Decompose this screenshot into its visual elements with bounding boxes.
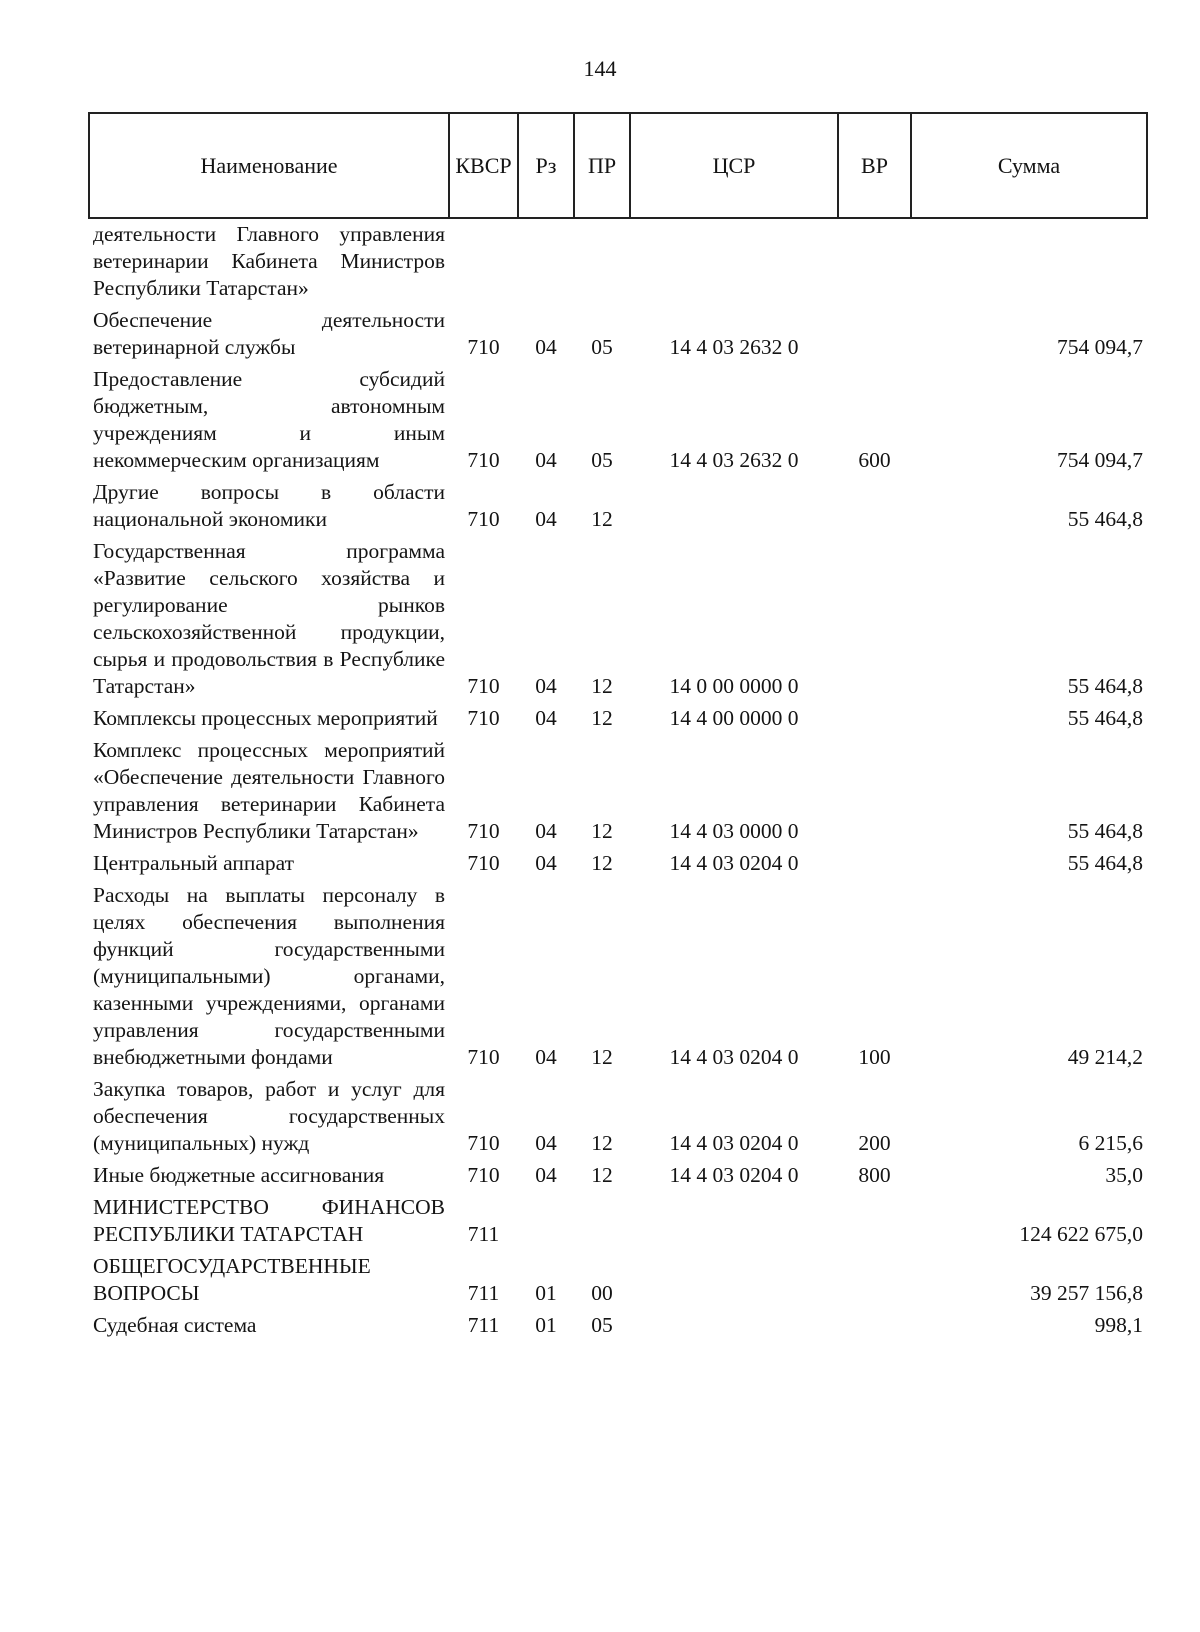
cell-vr <box>838 1192 911 1251</box>
cell-kvsr: 710 <box>467 1131 500 1155</box>
cell-name: Государственная программа «Развитие сельского хозяйства и регулирование рынков сельскохозяйственной продукции, сырья и продовольствия в Республике Татарстан» <box>93 539 445 698</box>
cell-pr: 00 <box>591 1281 613 1305</box>
cell-vr <box>838 703 911 735</box>
header-csr: ЦСР <box>630 113 838 218</box>
cell-csr <box>630 1192 838 1251</box>
table-row <box>89 703 1147 735</box>
cell-csr <box>630 1251 838 1310</box>
cell-kvsr: 710 <box>467 851 500 875</box>
cell-vr: 800 <box>858 1163 891 1187</box>
cell-sum <box>911 218 1147 305</box>
cell-rz: 04 <box>535 851 557 875</box>
cell-csr: 14 4 03 0204 0 <box>669 1045 799 1069</box>
cell-csr: 14 4 03 0204 0 <box>669 851 799 875</box>
table-row <box>89 1310 1147 1342</box>
cell-rz <box>518 1192 574 1251</box>
cell-csr: 14 4 00 0000 0 <box>669 706 799 730</box>
header-rz: Рз <box>518 113 574 218</box>
cell-csr <box>630 218 838 305</box>
cell-pr: 12 <box>591 851 613 875</box>
cell-rz: 01 <box>535 1281 557 1305</box>
table-row <box>89 735 1147 848</box>
cell-sum: 55 464,8 <box>1067 674 1143 698</box>
cell-csr <box>630 1310 838 1342</box>
cell-pr: 05 <box>591 335 613 359</box>
cell-vr <box>838 848 911 880</box>
budget-table <box>88 112 1148 1342</box>
header-name: Наименование <box>89 113 449 218</box>
cell-rz: 04 <box>535 448 557 472</box>
cell-sum: 754 094,7 <box>1057 448 1143 472</box>
cell-sum: 55 464,8 <box>1067 819 1143 843</box>
cell-vr <box>838 1251 911 1310</box>
cell-pr: 12 <box>591 507 613 531</box>
cell-rz: 04 <box>535 819 557 843</box>
table-row <box>89 218 1147 305</box>
cell-name: Комплекс процессных мероприятий «Обеспечение деятельности Главного управления ветеринарии Кабинета Министров Республики Татарстан» <box>93 738 445 843</box>
cell-name: Судебная система <box>93 1313 257 1337</box>
cell-sum: 35,0 <box>1105 1163 1143 1187</box>
cell-pr: 12 <box>591 819 613 843</box>
header-sum: Сумма <box>911 113 1147 218</box>
table-row <box>89 848 1147 880</box>
cell-sum: 55 464,8 <box>1067 507 1143 531</box>
cell-pr: 12 <box>591 1163 613 1187</box>
cell-kvsr: 711 <box>467 1222 500 1246</box>
cell-name: деятельности Главного управления ветеринарии Кабинета Министров Республики Татарстан» <box>93 222 445 300</box>
cell-sum: 998,1 <box>1094 1313 1143 1337</box>
page-number: 144 <box>583 56 617 81</box>
cell-name: Предоставление субсидий бюджетным, автономным учреждениям и иным некоммерческим организациям <box>93 367 445 472</box>
cell-sum: 124 622 675,0 <box>1019 1222 1143 1246</box>
cell-kvsr: 711 <box>467 1313 500 1337</box>
cell-pr: 12 <box>591 1131 613 1155</box>
cell-vr <box>838 218 911 305</box>
table-row <box>89 536 1147 703</box>
cell-rz: 04 <box>535 706 557 730</box>
cell-pr: 05 <box>591 448 613 472</box>
cell-name: Иные бюджетные ассигнования <box>93 1163 385 1187</box>
cell-kvsr <box>449 218 518 305</box>
cell-name: МИНИСТЕРСТВО ФИНАНСОВ РЕСПУБЛИКИ ТАТАРСТАН <box>93 1195 445 1246</box>
header-vr: ВР <box>838 113 911 218</box>
table-row <box>89 305 1147 364</box>
cell-vr <box>838 477 911 536</box>
cell-name: Расходы на выплаты персоналу в целях обеспечения выполнения функций государственными (муниципальными) органами, казенными учреждениями, органами управления государственными внебюджетными фондами <box>93 883 445 1069</box>
header-kvsr: КВСР <box>449 113 518 218</box>
cell-rz: 04 <box>535 674 557 698</box>
cell-rz: 01 <box>535 1313 557 1337</box>
cell-name: Центральный аппарат <box>93 851 295 875</box>
cell-pr <box>574 1192 630 1251</box>
cell-sum: 6 215,6 <box>1078 1131 1143 1155</box>
cell-sum: 55 464,8 <box>1067 851 1143 875</box>
cell-vr <box>838 1310 911 1342</box>
cell-name: Закупка товаров, работ и услуг для обеспечения государственных (муниципальных) нужд <box>93 1077 445 1155</box>
cell-vr: 200 <box>858 1131 891 1155</box>
cell-sum: 49 214,2 <box>1067 1045 1143 1069</box>
cell-vr <box>838 305 911 364</box>
cell-kvsr: 710 <box>467 706 500 730</box>
table-row <box>89 1160 1147 1192</box>
cell-kvsr: 710 <box>467 819 500 843</box>
cell-vr: 600 <box>858 448 891 472</box>
table-row <box>89 364 1147 477</box>
cell-kvsr: 710 <box>467 1163 500 1187</box>
cell-rz: 04 <box>535 335 557 359</box>
cell-kvsr: 711 <box>467 1281 500 1305</box>
cell-csr: 14 4 03 0204 0 <box>669 1163 799 1187</box>
cell-kvsr: 710 <box>467 448 500 472</box>
cell-name: ОБЩЕГОСУДАРСТВЕННЫЕ ВОПРОСЫ <box>93 1254 371 1305</box>
cell-sum: 754 094,7 <box>1057 335 1143 359</box>
cell-csr: 14 0 00 0000 0 <box>669 674 799 698</box>
table-row <box>89 1074 1147 1160</box>
cell-name: Другие вопросы в области национальной экономики <box>93 480 445 531</box>
cell-rz <box>518 218 574 305</box>
cell-rz: 04 <box>535 1163 557 1187</box>
cell-pr: 05 <box>591 1313 613 1337</box>
cell-csr: 14 4 03 2632 0 <box>669 448 799 472</box>
cell-kvsr: 710 <box>467 1045 500 1069</box>
cell-rz: 04 <box>535 1045 557 1069</box>
cell-pr <box>574 218 630 305</box>
table-row <box>89 880 1147 1074</box>
cell-sum: 39 257 156,8 <box>1030 1281 1143 1305</box>
cell-kvsr: 710 <box>467 507 500 531</box>
cell-name: Комплексы процессных мероприятий <box>93 706 438 730</box>
cell-vr <box>838 735 911 848</box>
table-row <box>89 1192 1147 1251</box>
cell-rz: 04 <box>535 1131 557 1155</box>
cell-kvsr: 710 <box>467 335 500 359</box>
cell-pr: 12 <box>591 1045 613 1069</box>
cell-csr <box>630 477 838 536</box>
cell-vr <box>838 536 911 703</box>
table-row <box>89 477 1147 536</box>
header-pr: ПР <box>574 113 630 218</box>
cell-kvsr: 710 <box>467 674 500 698</box>
cell-pr: 12 <box>591 706 613 730</box>
cell-vr: 100 <box>858 1045 891 1069</box>
table-row <box>89 1251 1147 1310</box>
cell-csr: 14 4 03 0204 0 <box>669 1131 799 1155</box>
cell-csr: 14 4 03 0000 0 <box>669 819 799 843</box>
cell-csr: 14 4 03 2632 0 <box>669 335 799 359</box>
cell-name: Обеспечение деятельности ветеринарной службы <box>93 308 445 359</box>
cell-sum: 55 464,8 <box>1067 706 1143 730</box>
cell-rz: 04 <box>535 507 557 531</box>
cell-pr: 12 <box>591 674 613 698</box>
table-header-row <box>89 113 1147 218</box>
